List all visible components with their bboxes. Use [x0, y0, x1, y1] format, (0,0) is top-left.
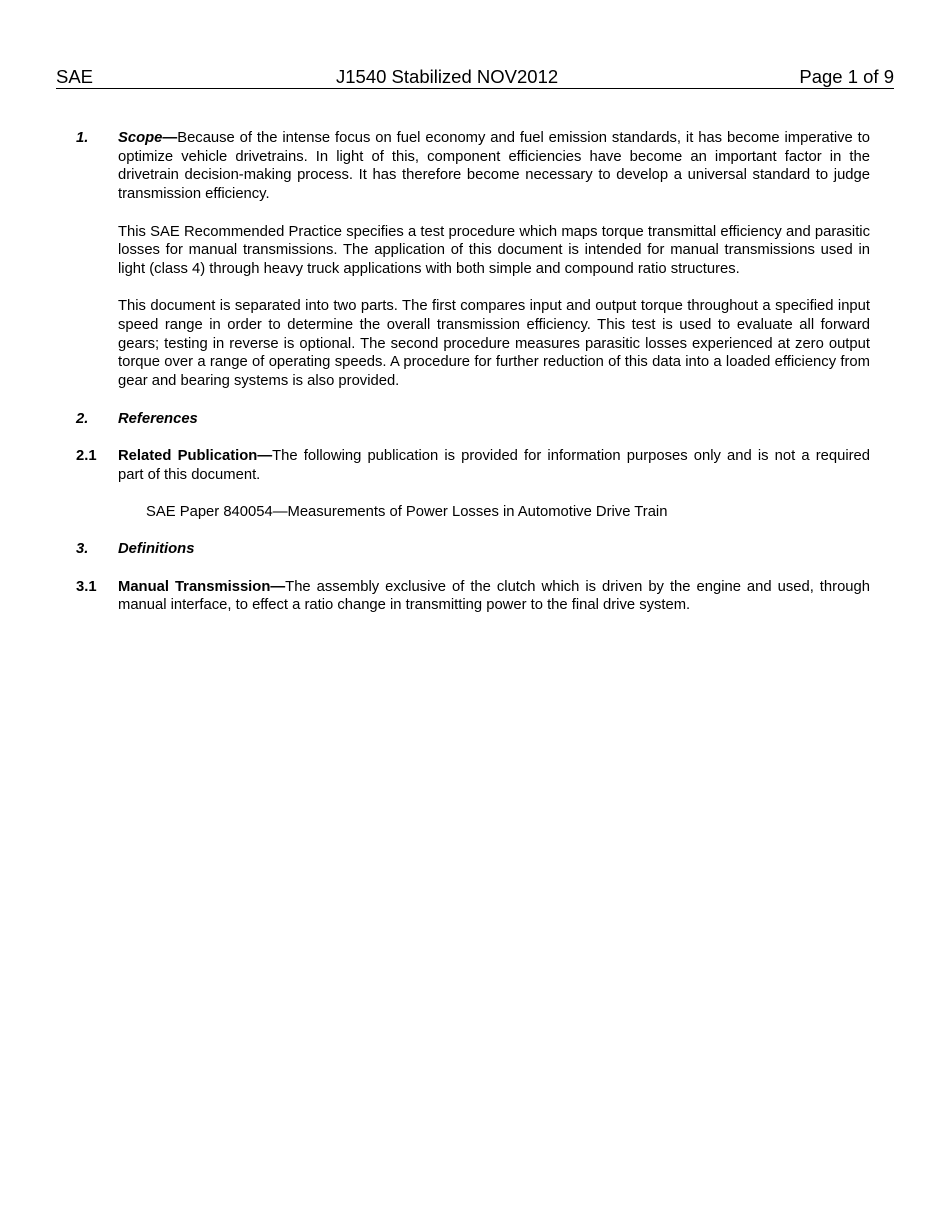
section-title: Related Publication— — [118, 447, 273, 464]
section-number: 2. — [76, 410, 89, 427]
scope-paragraph-2: This SAE Recommended Practice specifies a test procedure which maps torque transmittal efficiency and parasitic losses for manual transmissions. The application of this document is intended for manual transmissions used in light (class 4) through heavy truck applications with both simple and compound ratio structures. — [118, 223, 870, 277]
section-title: Scope — [118, 130, 163, 146]
related-publication-text — [118, 447, 870, 484]
section-number: 2.1 — [76, 447, 97, 464]
section-references — [76, 410, 870, 429]
page-header — [56, 66, 894, 89]
section-scope — [76, 129, 870, 204]
section-number: 3.1 — [76, 578, 97, 595]
section-number: 1. — [76, 130, 89, 146]
section-title: Manual Transmission— — [118, 578, 286, 595]
scope-paragraph-1: Because of the intense focus on fuel economy and fuel emission standards, it has become imperative to optimize vehicle drivetrains. In light of this, component efficiencies have become an important factor in the drivetrain decision-making process. It has therefore become necessary to develop a universal standard to judge transmission efficiency. — [118, 130, 870, 203]
title-dash: — — [162, 130, 178, 146]
manual-transmission-text — [118, 578, 870, 615]
scope-paragraph-3: This document is separated into two parts. The first compares input and output torque throughout a specified input speed range in order to determine the overall transmission efficiency. This test is used to evaluate all forward gears; testing in reverse is optional. The second procedure measures parasitic losses experienced at zero output torque over a range of operating speeds. A procedure for further reduction of this data into a loaded efficiency from gear and bearing systems is also provided. — [118, 298, 870, 390]
section-related-publication — [76, 447, 870, 484]
section-title: References — [118, 410, 198, 427]
document-body — [76, 129, 870, 634]
section-number: 3. — [76, 541, 89, 558]
reference-item: SAE Paper 840054—Measurements of Power Losses in Automotive Drive Train — [146, 503, 668, 520]
related-publication-paragraph: The following publication is provided for information purposes only and is not a required part of this document. — [118, 447, 870, 483]
section-definitions — [76, 540, 870, 559]
header-page-number: Page 1 of 9 — [799, 66, 894, 87]
header-doc-id: J1540 Stabilized NOV2012 — [336, 66, 559, 87]
section-title: Definitions — [118, 541, 195, 558]
section-scope-text — [118, 129, 870, 204]
manual-transmission-paragraph: The assembly exclusive of the clutch which is driven by the engine and used, through manual interface, to effect a ratio change in transmitting power to the final drive system. — [118, 578, 870, 614]
section-manual-transmission — [76, 578, 870, 615]
header-org: SAE — [56, 66, 94, 87]
